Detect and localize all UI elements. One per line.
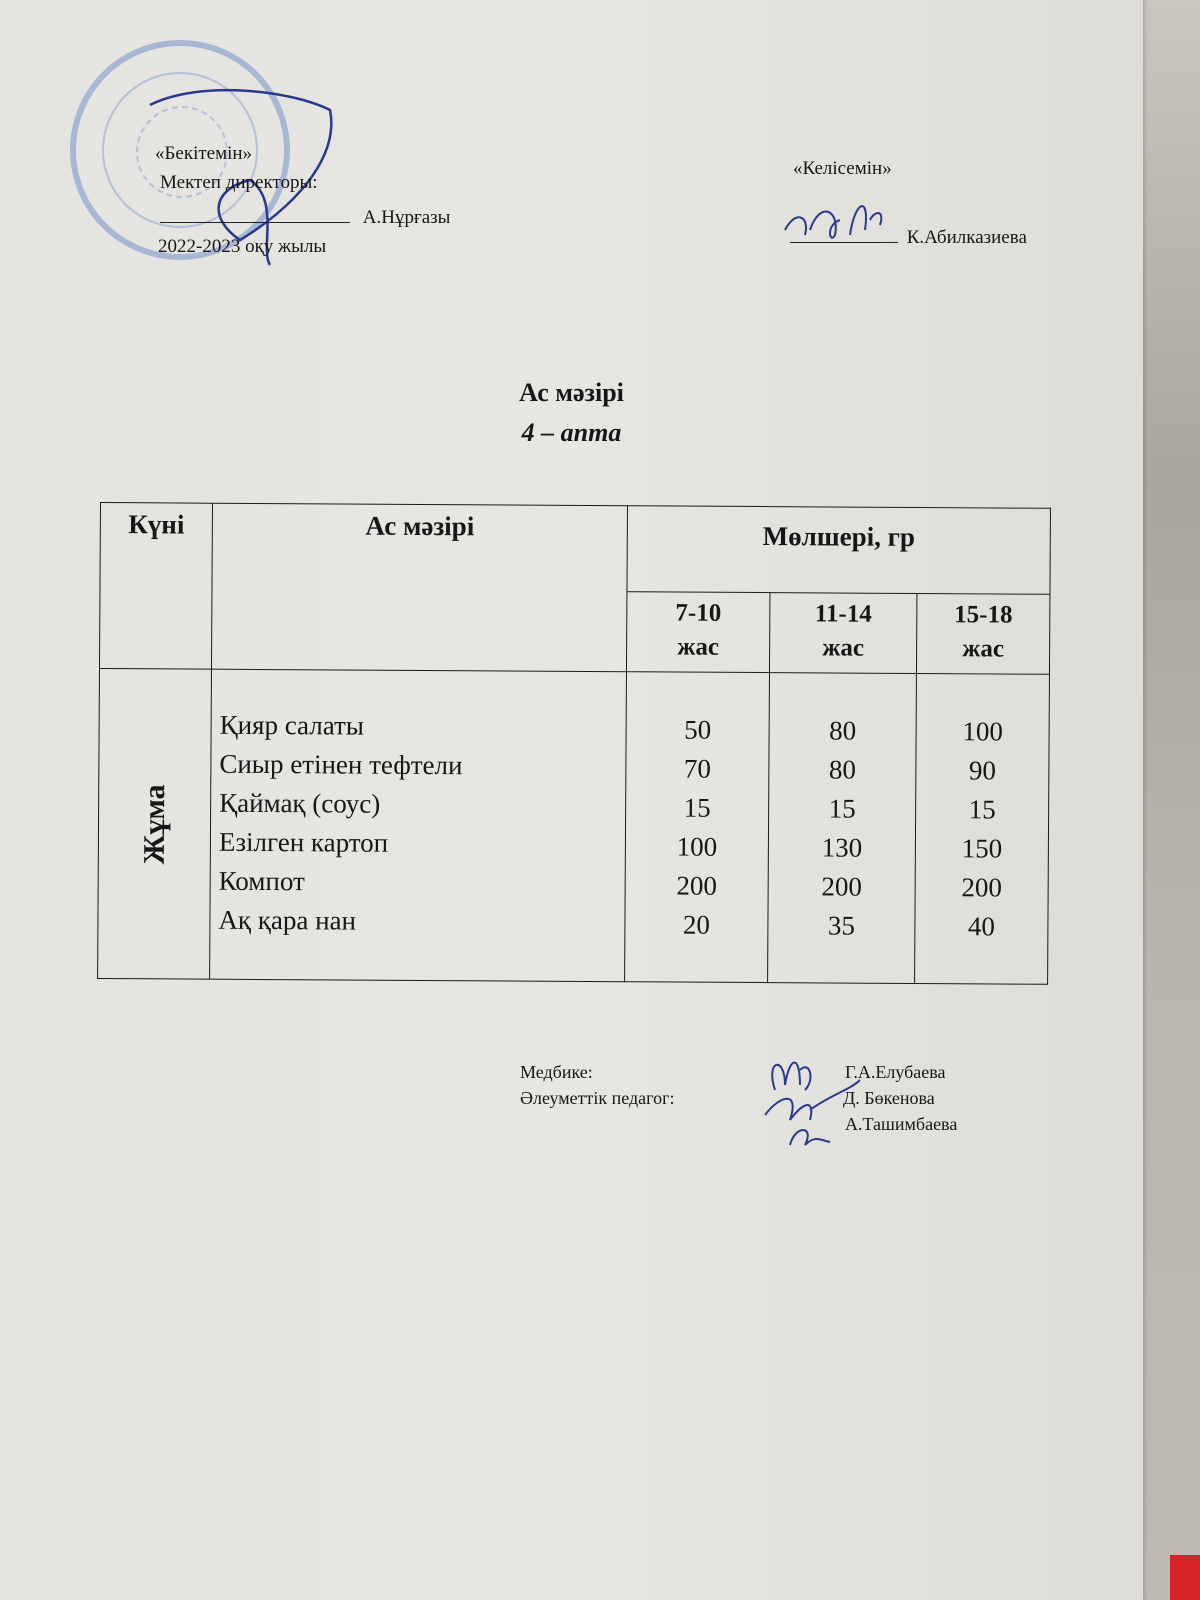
director-name: А.Нұрғазы [362, 207, 451, 228]
social-label: Әлеуметтік педагог: [520, 1088, 675, 1108]
amount-value: 50 [684, 714, 712, 745]
director-line [160, 206, 450, 229]
amount-value: 200 [961, 872, 1003, 903]
header-age-15-18 [916, 593, 1050, 674]
amount-value: 200 [821, 871, 863, 902]
amounts-7-10 [625, 672, 770, 983]
day-cell [98, 668, 212, 979]
header-day: Күні [99, 503, 212, 670]
age-range: 11-14 [814, 600, 872, 628]
age-unit: жас [962, 635, 1005, 663]
header-age-11-14 [769, 593, 916, 674]
director-role: Мектеп директоры: [160, 172, 318, 193]
age-range: 15-18 [954, 601, 1013, 629]
header-menu: Ас мәзірі [211, 503, 627, 672]
amount-value: 15 [968, 794, 996, 825]
menu-item: Компот [218, 865, 305, 897]
day-label: Жұма [137, 783, 171, 864]
document-title: Ас мәзірі [519, 378, 624, 407]
age-unit: жас [677, 633, 720, 661]
age-range: 7-10 [675, 599, 722, 627]
signature-line [160, 206, 350, 223]
agreement-line [790, 226, 1027, 249]
agreement-name: К.Абилказиева [906, 227, 1027, 248]
menu-item: Ақ қара нан [218, 904, 357, 936]
amount-value: 90 [968, 755, 996, 786]
nurse-label: Медбике: [520, 1062, 593, 1082]
amount-value: 40 [967, 911, 996, 942]
academic-year: 2022-2023 оқу жылы [158, 236, 327, 257]
background-red-object [1170, 1555, 1200, 1600]
agreed-label: «Келісемін» [793, 158, 892, 179]
amount-value: 130 [821, 832, 863, 863]
amounts-11-14 [768, 673, 917, 984]
week-label: 4 – апта [521, 418, 622, 447]
menu-item: Қаймақ (соус) [219, 787, 381, 819]
amount-value: 15 [828, 793, 856, 824]
amount-value: 100 [676, 831, 718, 862]
age-unit: жас [822, 634, 865, 662]
amount-value: 35 [827, 910, 856, 941]
third-signatory-name: А.Ташимбаева [845, 1114, 958, 1134]
amount-value: 150 [961, 833, 1003, 864]
menu-items-cell [210, 669, 627, 982]
header-amount: Мөлшері, гр [627, 506, 1051, 595]
amount-value: 70 [683, 753, 711, 784]
menu-item: Езілген картоп [218, 826, 389, 858]
nurse-name: Г.А.Елубаева [845, 1062, 946, 1082]
amount-value: 80 [829, 715, 857, 746]
menu-item: Сиыр етінен тефтели [219, 748, 463, 781]
amount-value: 200 [676, 870, 718, 901]
menu-item: Қияр салаты [219, 709, 365, 741]
approved-label: «Бекітемін» [155, 143, 253, 164]
amount-value: 20 [682, 909, 711, 940]
header-age-7-10 [626, 592, 769, 673]
social-name: Д. Бөкенова [843, 1088, 935, 1108]
amounts-15-18 [915, 673, 1050, 984]
amount-value: 100 [962, 716, 1003, 747]
background-fabric [1140, 0, 1200, 1600]
amount-value: 80 [828, 754, 856, 785]
menu-table [97, 502, 1051, 985]
signature-line [790, 226, 898, 243]
amount-value: 15 [683, 792, 711, 823]
